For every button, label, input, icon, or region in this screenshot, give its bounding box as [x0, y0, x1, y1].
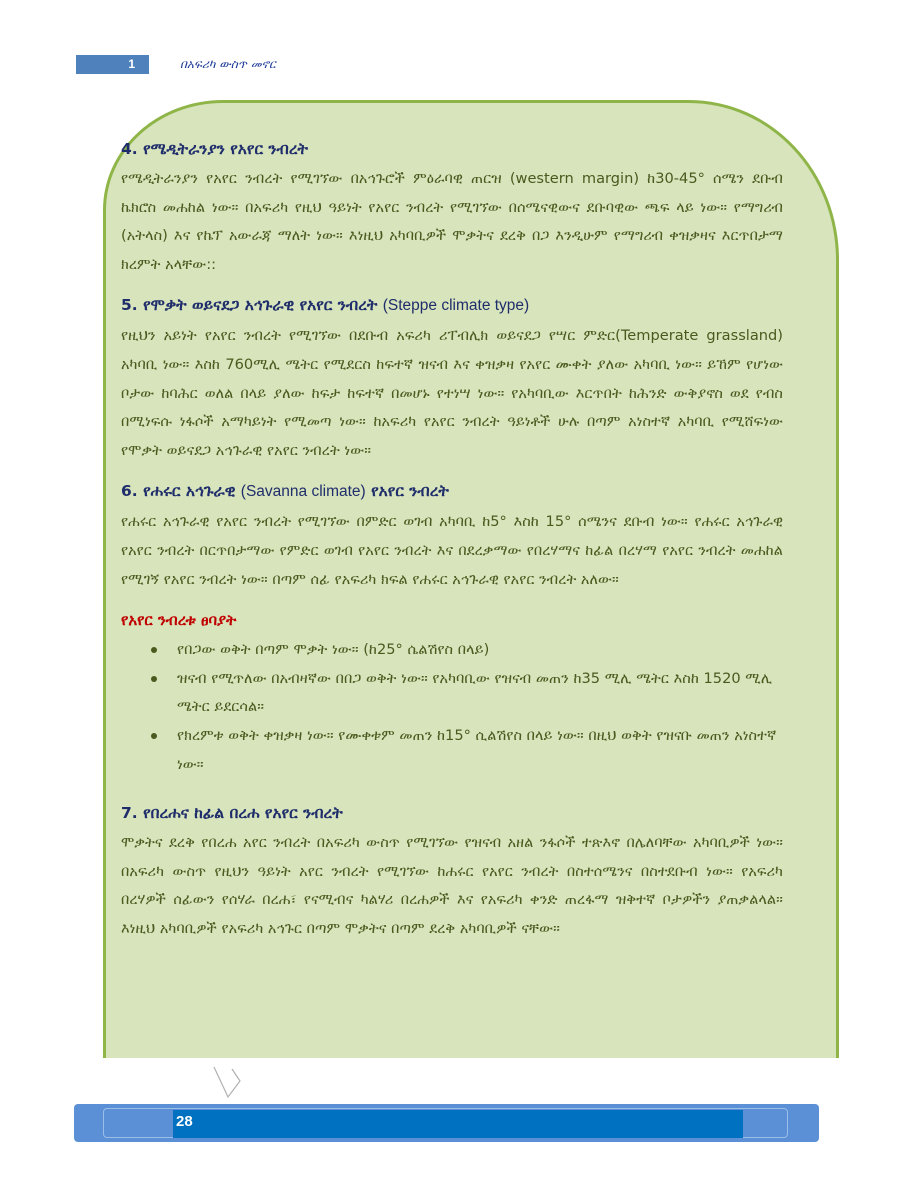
- characteristics-heading: የአየር ንብረቱ ፀባያት: [121, 611, 237, 630]
- characteristics-list: [121, 636, 783, 779]
- list-item: የበጋው ወቅት በጣም ሞቃት ነው። (ከ25° ሴልሽየስ በላይ): [169, 636, 783, 665]
- section-heading: 4. የሜዲትራንያን የአየር ንብረት: [121, 140, 308, 158]
- page-content: [121, 137, 783, 957]
- chevron-decoration-icon: [212, 1065, 242, 1101]
- section-body: ሞቃትና ደረቅ የበረሐ አየር ንብረት በአፍሪካ ውስጥ የሚገኘው የዝናብ አዘል ንፋሶች ተጽእኖ በሌለባቸው አካባቢዎች ነው። በአፍሪካ ውስጥ የዚህን ዓይነት አየር ንብረት የሚገኘው ከሐሩር የአየር ንብረት በስተሰሜንና በስተደቡብ ነው። የአፍሪካ በረሃዎች ሰፊውን የሰሃራ በረሐ፣ የናሚብና ካልሃሪ በረሐዎች እና የአፍሪካ ቀንድ ጠረፋማ ዝቅተኛ ቦታዎችን ያጠቃልላል። እነዚህ አካባቢዎች የአፍሪካ አኅጉር በጣም ሞቃትና በጣም ደረቅ አካባቢዎች ናቸው።: [121, 834, 783, 937]
- page-number: 28: [176, 1113, 193, 1130]
- section-heading: 7. የበረሐና ከፊል በረሐ የአየር ንብረት: [121, 804, 343, 823]
- section-body: የሐሩር አኅጉራዊ የአየር ንብረት የሚገኘው በምድር ወገብ አካባቢ ከ5° እስከ 15° ሰሜንና ደቡብ ነው። የሐሩር አኅጉራዊ የአየር ንብረት በርጥበታማው የምድር ወገብ የአየር ንብረት እና በደረቃማው የበረሃማና ከፊል በረሃማ የአየር ንብረት መሐከል የሚገኝ የአየር ንብረት ነው። በጣም ሰፊ የአፍሪካ ክፍል የሐሩር አኅጉራዊ የአየር ንብረት አለው።: [121, 513, 783, 588]
- bullet-icon: [151, 647, 157, 653]
- bullet-icon: [151, 676, 157, 682]
- bullet-icon: [151, 733, 157, 739]
- list-item: የክረምቱ ወቅት ቀዝቃዛ ነው። የሙቀቱም መጠን ከ15° ሲልሽየስ በላይ ነው። በዚህ ወቅት የዝናቡ መጠን አነስተኛ ነው።: [169, 722, 783, 779]
- footer-page-band: [173, 1110, 743, 1138]
- section-mediterranean: [121, 137, 783, 279]
- section-savanna: [121, 479, 783, 594]
- section-body: የሜዲትራንያን የአየር ንብረት የሚገኘው በአኅጉሮች ምዕራባዊ ጠርዝ (western margin) ከ30-45° ሰሜን ደቡብ ኬክሮስ መሐከል ነው። በአፍሪካ የዚህ ዓይነት የአየር ንብረት የሚገኘው በሰሜናዊውና ደቡባዊው ጫፍ ላይ ነው። የማግሪብ (አትላስ) እና የኬፕ አውራጃ ማለት ነው። እነዚህ አካባቢዎች ሞቃትና ደረቅ በጋ እንዲሁም የማግሪብ ቀዝቃዛና እርጥበታማ ክረምት አላቸው::: [121, 170, 783, 273]
- section-heading: 6. የሐሩር አኅጉራዊ (Savanna climate) የአየር ንብረት: [121, 482, 449, 501]
- list-item: ዝናብ የሚጥለው በአብዛኛው በበጋ ወቅት ነው። የአካባቢው የዝናብ መጠን ከ35 ሚሊ ሜትር እስከ 1520 ሚሊ ሜትር ይደርሳል።: [169, 665, 783, 722]
- chapter-title: በአፍሪካ ውስጥ መኖር: [180, 57, 276, 71]
- section-heading: 5. የሞቃት ወይናደጋ አኅጉራዊ የአየር ንብረት (Steppe climate type): [121, 296, 530, 315]
- section-body: የዚህን አይነት የአየር ንብረት የሚገኘው በደቡብ አፍሪካ ሪፐብሊክ ወይናደጋ የሣር ምድር(Temperate grassland) አካባቢ ነው። እስከ 760ሚሊ ሜትር የሚደርስ ከፍተኛ ዝናብ እና ቀዝቃዛ የአየር ሙቀት ያለው አካባቢ ነው። ይኸም የሆነው ቦታው ከባሕር ወለል በላይ ያለው ከፍታ ከፍተኛ በመሆኑ የተነሣ ነው። የአካባቢው እርጥበት ከሕንድ ውቅያኖስ ወደ የብስ በሚነፍሱ ነፋሶች አማካይነት የሚመጣ ነው። ከአፍሪካ የአየር ንብረት ዓይነቶች ሁሉ በጣም አነስተኛ አካባቢ የሚሸፍነው የሞቃት ወይናደጋ አኅጉራዊ የአየር ንብረት ነው።: [121, 327, 783, 459]
- section-desert: [121, 801, 783, 943]
- chapter-number-tab: 1: [76, 55, 149, 74]
- section-steppe: [121, 293, 783, 465]
